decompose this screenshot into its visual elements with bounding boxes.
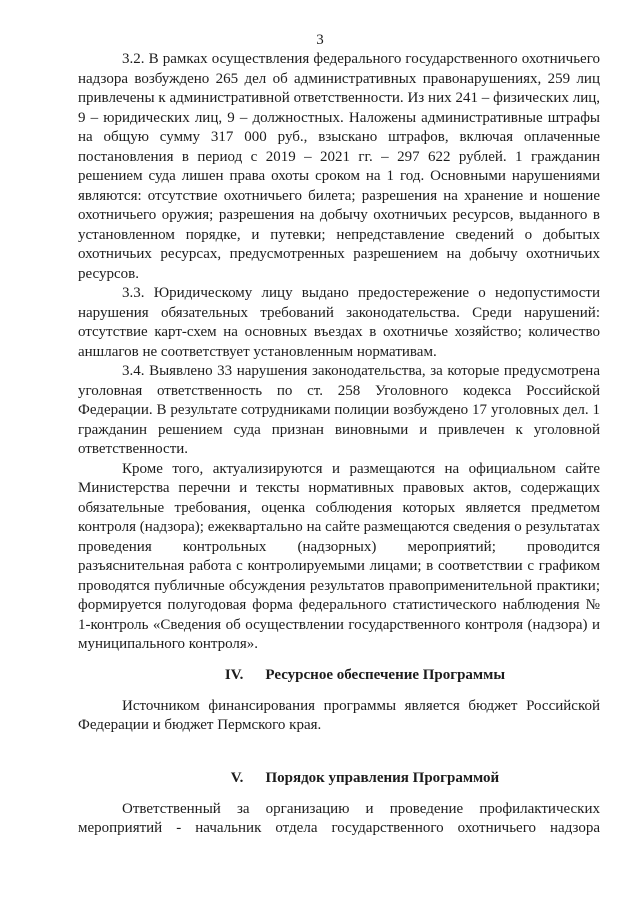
paragraph-additional-measures: Кроме того, актуализируются и размещаются на официальном сайте Министерства перечни и тексты нормативных правовых актов, содержащих обязательные требования, оценка соблюдения которых является предметом контроля (надзора); ежеквартально на сайте размещаются сведения о результатах проведения контрольных (надзорных) мероприятий; проводится разъяснительная работа с контролируемыми лицами; в соответствии с графиком проводятся публичные обсуждения результатов правоприменительной практики; формируется полугодовая форма федерального статистического наблюдения № 1-контроль «Сведения об осуществлении государственного контроля (надзора) и муниципального контроля». — [78, 460, 600, 652]
section-title-iv: Ресурсное обеспечение Программы — [265, 666, 506, 683]
paragraph-management: Ответственный за организацию и проведение профилактических мероприятий - начальник отдела государственного охотничьего надзора — [78, 800, 600, 836]
paragraph-3-4: 3.4. Выявлено 33 нарушения законодательства, за которые предусмотрена уголовная ответственность по ст. 258 Уголовного кодекса Российской Федерации. В результате сотрудниками полиции возбуждено 17 уголовных дел. 1 гражданин решением суда признан виновными и привлечен к уголовной ответственности. — [78, 363, 600, 457]
paragraph-funding: Источником финансирования программы является бюджет Российской Федерации и бюджет Пермского края. — [78, 697, 600, 733]
page-number: 3 — [316, 32, 324, 48]
paragraph-3-3: 3.3. Юридическому лицу выдано предостережение о недопустимости нарушения обязательных требований законодательства. Среди нарушений: отсутствие карт-схем на основных въездах в охотничье хозяйство; количество аншлагов не соответствует установленным нормативам. — [78, 285, 600, 360]
section-title-v: Порядок управления Программой — [265, 769, 500, 786]
section-number-v: V. — [230, 769, 244, 786]
section-heading-v — [78, 768, 600, 788]
section-heading-iv — [78, 665, 600, 685]
paragraph-3-2: 3.2. В рамках осуществления федерального государственного охотничьего надзора возбуждено 265 дел об административных правонарушениях, 259 лиц привлечены к административной ответственности. Из них 241 – физических лиц, 9 – юридических лиц, 9 – должностных. Наложены административные штрафы на общую сумму 317 000 руб., взыскано штрафов, включая оплаченные постановления в период с 2019 – 2021 гг. – 297 622 рублей. 1 гражданин решением суда лишен права охоты сроком на 1 год. Основными нарушениями являются: отсутствие охотничьего билета; разрешения на хранение и ношение охотничьего оружия; разрешения на добычу охотничьих ресурсов, выданного в установленном порядке, и путевки; непредставление сведений о добытых охотничьих ресурсах, предусмотренных разрешением на добычу охотничьих ресурсов. — [78, 51, 600, 282]
document-body — [78, 50, 600, 839]
section-number-iv: IV. — [224, 666, 244, 683]
